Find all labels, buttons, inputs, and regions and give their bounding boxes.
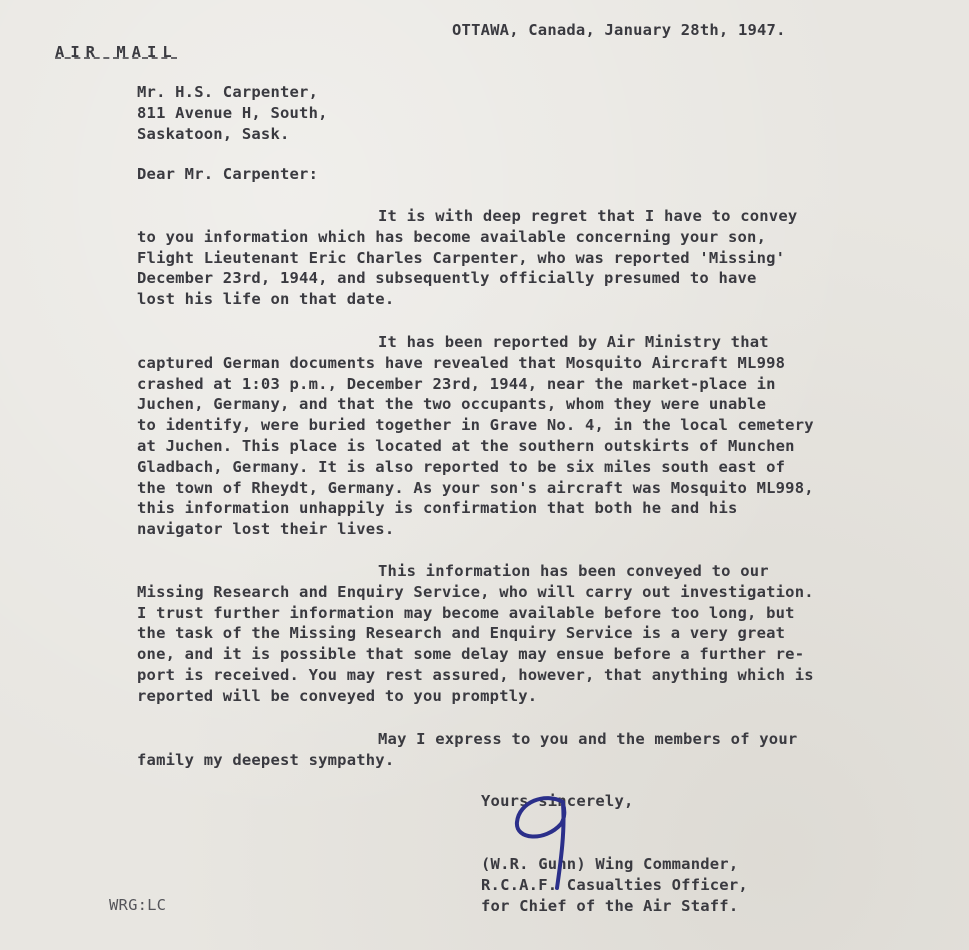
closing: Yours sincerely, bbox=[481, 792, 634, 810]
signatory-block: (W.R. Gunn) Wing Commander, R.C.A.F. Casualties Officer, for Chief of the Air Staff. bbox=[481, 855, 748, 915]
address-line: Saskatoon, Sask. bbox=[137, 124, 290, 143]
address-line: Mr. H.S. Carpenter, bbox=[137, 83, 319, 101]
paragraph-4: May I express to you and the members of your family my deepest sympathy. bbox=[137, 730, 798, 769]
paragraph-2: It has been reported by Air Ministry that captured German documents have revealed that Mosquito Aircraft ML998 crashed at 1:03 p.m., December 23rd, 1944, near the market-place in Juchen, Germany, and that the two occupants, whom they were unable to identify, were buried together in Grave No. 4, in the local cemetery at Juchen. This place is located at the southern outskirts of Munchen Gladbach, Germany. It is also reported to be six miles south east of the town of Rheydt, Germany. As your son's aircraft was Mosquito ML998, this information unhappily is confirmation that both he and his navigator lost their lives. bbox=[137, 333, 814, 539]
paragraph-1: It is with deep regret that I have to convey to you information which has become available concerning your son, Flight Lieutenant Eric Charles Carpenter, who was reported 'Missing' December 23rd, 1944, and subsequently officially presumed to have lost his life on that date. bbox=[137, 207, 798, 309]
handwritten-signature bbox=[505, 790, 585, 890]
salutation: Dear Mr. Carpenter: bbox=[137, 165, 319, 183]
reference-initials: WRG:LC bbox=[109, 896, 167, 914]
air-mail-heading: AIR MAIL bbox=[55, 43, 178, 61]
letter-date: OTTAWA, Canada, January 28th, 1947. bbox=[452, 21, 786, 39]
recipient-address bbox=[137, 82, 328, 144]
paragraph-3: This information has been conveyed to our Missing Research and Enquiry Service, who will carry out investigation. I trust further information may become available before too long, but the task of the Missing Research and Enquiry Service is a very great one, and it is possible that some delay may ensue before a further re- port is received. You may rest assured, however, that anything which is reported will be conveyed to you promptly. bbox=[137, 562, 814, 705]
address-line: 811 Avenue H, South, bbox=[137, 103, 328, 122]
